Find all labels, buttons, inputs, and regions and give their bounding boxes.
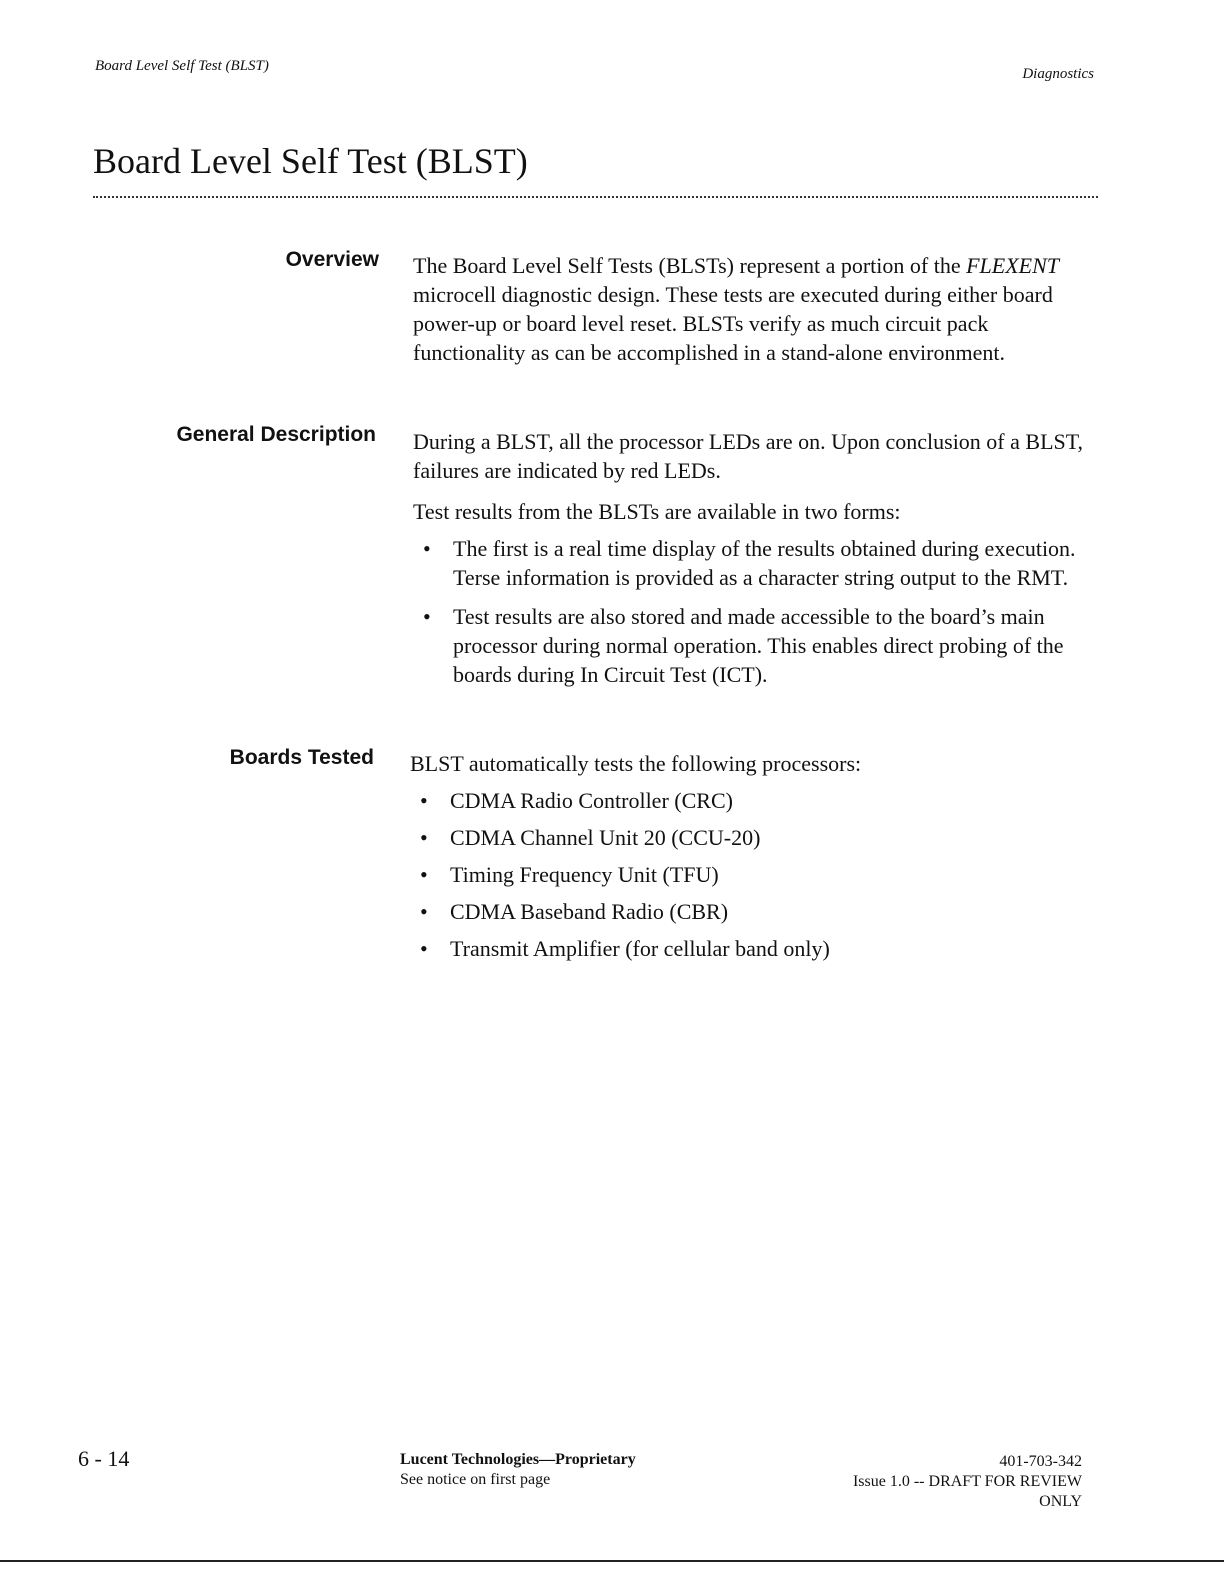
overview-text-before: The Board Level Self Tests (BLSTs) represent a portion of the <box>413 253 967 278</box>
section-label-boards-tested: Boards Tested <box>229 746 374 769</box>
list-item: • Timing Frequency Unit (TFU) <box>410 860 1100 889</box>
overview-text-brand: FLEXENT <box>966 253 1059 278</box>
overview-text-after: microcell diagnostic design. These tests are executed during either board power-up or board level reset. BLSTs verify as much circuit pack functionality as can be accomplished in a stand-alone environment. <box>413 282 1053 365</box>
list-item: • CDMA Baseband Radio (CBR) <box>410 897 1100 926</box>
section-label-general-description: General Description <box>176 423 376 446</box>
boards-tested-body <box>410 749 1100 963</box>
footer-rule <box>0 1560 1224 1562</box>
general-description-para1: During a BLST, all the processor LEDs are on. Upon conclusion of a BLST, failures are indicated by red LEDs. <box>413 429 1084 483</box>
list-item: • CDMA Channel Unit 20 (CCU-20) <box>410 823 1100 852</box>
list-item: • The first is a real time display of the results obtained during execution. Terse information is provided as a character string output to the RMT. <box>413 534 1103 592</box>
page-number: 6 - 14 <box>78 1446 130 1471</box>
running-header-right: Diagnostics <box>1022 66 1094 82</box>
general-description-para2: Test results from the BLSTs are available in two forms: <box>413 499 901 524</box>
footer-notice: See notice on first page <box>400 1471 551 1488</box>
footer-doc-number: 401-703-342 <box>999 1453 1082 1470</box>
list-item: • CDMA Radio Controller (CRC) <box>410 786 1100 815</box>
page-title: Board Level Self Test (BLST) <box>93 141 528 181</box>
footer-proprietary <box>400 1450 636 1490</box>
boards-tested-list <box>410 786 1100 963</box>
footer-company: Lucent Technologies—Proprietary <box>400 1451 636 1468</box>
overview-text <box>413 251 1103 367</box>
section-label-overview: Overview <box>285 248 379 271</box>
boards-tested-intro: BLST automatically tests the following processors: <box>410 751 862 776</box>
general-description-bullets <box>413 534 1103 689</box>
list-item: • Test results are also stored and made accessible to the board’s main processor during normal operation. This enables direct probing of the boards during In Circuit Test (ICT). <box>413 602 1103 689</box>
footer-doc-info <box>853 1452 1082 1512</box>
running-header-left: Board Level Self Test (BLST) <box>95 58 269 74</box>
footer-issue-cont: ONLY <box>1039 1493 1082 1510</box>
title-divider <box>93 196 1098 198</box>
footer-issue: Issue 1.0 -- DRAFT FOR REVIEW <box>852 1473 1082 1490</box>
list-item: • Transmit Amplifier (for cellular band only) <box>410 934 1100 963</box>
general-description-body <box>413 427 1103 689</box>
